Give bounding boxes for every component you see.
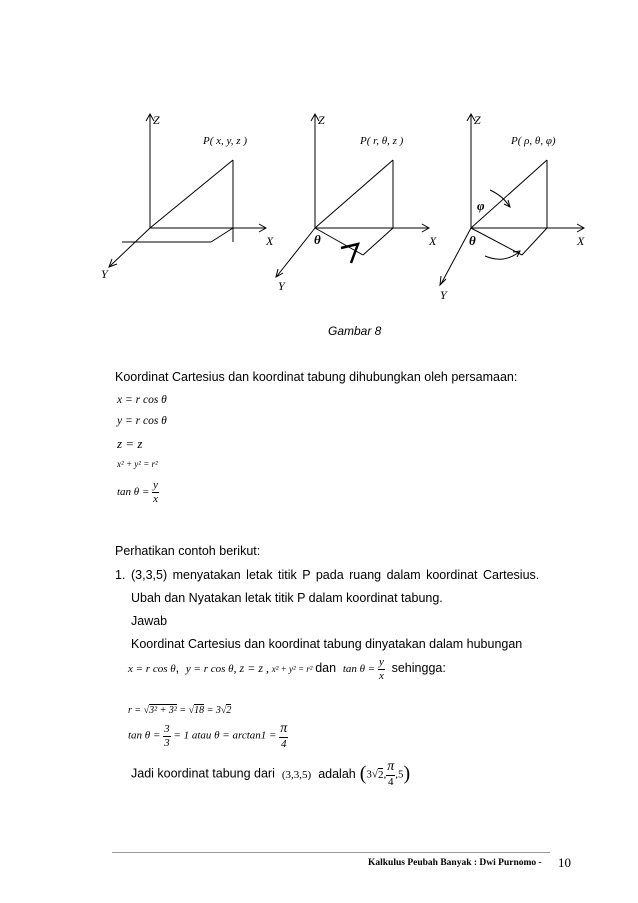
tan-left: tan θ = (128, 729, 161, 742)
spherical-z-label: Z (474, 113, 481, 127)
rel-end: sehingga: (391, 661, 446, 676)
equation-y: y = r cos θ (117, 415, 167, 427)
equation-tan-left: tan θ = (117, 486, 150, 499)
r-calc-rad3: 2 (226, 705, 232, 716)
tan-pi: π (280, 721, 288, 736)
equation-tan-num: y (153, 479, 159, 491)
tan-pi-fraction (279, 722, 288, 750)
example-line1: (3,3,5) menyatakan letak titik P pada ruang dalam koordinat Cartesius. (131, 568, 540, 582)
r-calc-left: r = (128, 705, 142, 716)
example-jawab: Jawab (131, 614, 168, 628)
conclusion-result: ( (359, 762, 367, 785)
r-calc-rad2: 18 (194, 705, 205, 716)
conclusion-four: 4 (387, 776, 394, 788)
r-calc-res: = 3 (206, 705, 221, 716)
cylindrical-theta-label: θ (314, 232, 321, 247)
conclusion-comma: , (383, 768, 387, 781)
conclusion-a: 3 (366, 768, 372, 781)
conclusion-point: (3,3,5) (281, 768, 312, 781)
tan-calculation (128, 722, 288, 750)
rel-den: x (378, 670, 384, 682)
cartesian-y-label: Y (101, 267, 108, 281)
conclusion-pi: π (387, 759, 395, 774)
conclusion-rad: 2 (377, 768, 384, 781)
rel-fraction (378, 657, 385, 682)
footer-rule (112, 852, 550, 853)
cylindrical-point-label: P( r, θ, z ) (360, 135, 404, 147)
rel-z: , z = z , (233, 661, 269, 676)
equation-tan (117, 480, 159, 505)
spherical-x-label: X (577, 234, 585, 248)
rel-sep: , (175, 661, 180, 676)
cartesian-z-label: Z (153, 113, 160, 127)
spherical-y-label: Y (440, 288, 447, 302)
coordinate-figures (0, 0, 638, 320)
cylindrical-x-label: X (429, 234, 437, 248)
example-line2: Ubah dan Nyatakan letak titik P dalam koordinat tabung. (131, 591, 443, 605)
conclusion-pi-fraction (386, 760, 395, 788)
rel-dan: dan (315, 661, 337, 676)
cylindrical-y-label: Y (278, 279, 285, 293)
example-line3: Koordinat Cartesius dan koordinat tabung dinyatakan dalam hubungan (131, 637, 523, 651)
figure-caption: Gambar 8 (328, 324, 382, 338)
r-calc-eq: = (179, 705, 187, 716)
intro-text: Koordinat Cartesius dan koordinat tabung dihubungkan oleh persamaan: (115, 370, 518, 384)
example-heading: Perhatikan contoh berikut: (115, 544, 261, 558)
spherical-phi-label: φ (477, 198, 485, 213)
tan-four: 4 (280, 738, 287, 750)
cylindrical-angle-mark (341, 244, 358, 263)
footer-text: Kalkulus Peubah Banyak : Dwi Purnomo - (368, 858, 542, 868)
spherical-point-label: P( ρ, θ, φ) (511, 135, 556, 147)
rel-y: y = r cos θ (185, 663, 234, 676)
r-calc-rad1: 3² + 3² (149, 705, 177, 716)
equation-r: x² + y² = r² (117, 459, 158, 469)
tan-den: 3 (164, 736, 170, 749)
cartesian-point-label: P( x, y, z ) (203, 135, 247, 147)
example-number: 1. (115, 568, 126, 582)
equation-x: x = r cos θ (117, 394, 167, 406)
rel-r: x² + y² = r² (271, 664, 313, 675)
cylindrical-z-label: Z (318, 113, 325, 127)
spherical-theta-label: θ (469, 233, 476, 248)
equation-tan-fraction (152, 480, 159, 505)
relations-line (128, 657, 446, 682)
conclusion-adalah: adalah (318, 766, 356, 781)
tan-fraction (163, 724, 171, 749)
conclusion-text: Jadi koordinat tabung dari (131, 766, 275, 781)
tan-mid: = 1 atau θ = arctan1 = (173, 729, 277, 742)
equation-z: z = z (117, 436, 143, 451)
rel-tan: tan θ = (342, 663, 376, 676)
cylindrical-figure (276, 114, 429, 277)
rel-num: y (378, 656, 384, 668)
conclusion-line: Jadi koordinat tabung dari (3,3,5) adalah (3√2, $\frac{\pi}{4}$ ,5) (131, 759, 411, 788)
conclusion-end: ,5 (395, 768, 404, 781)
rel-x: x = r cos θ (128, 663, 176, 676)
page-number: 10 (558, 855, 571, 870)
tan-num: 3 (164, 722, 170, 735)
r-calculation: r = √3² + 3² = √18 = 3√2 (128, 705, 232, 716)
cartesian-x-label: X (266, 234, 274, 248)
equation-tan-den: x (153, 493, 159, 505)
